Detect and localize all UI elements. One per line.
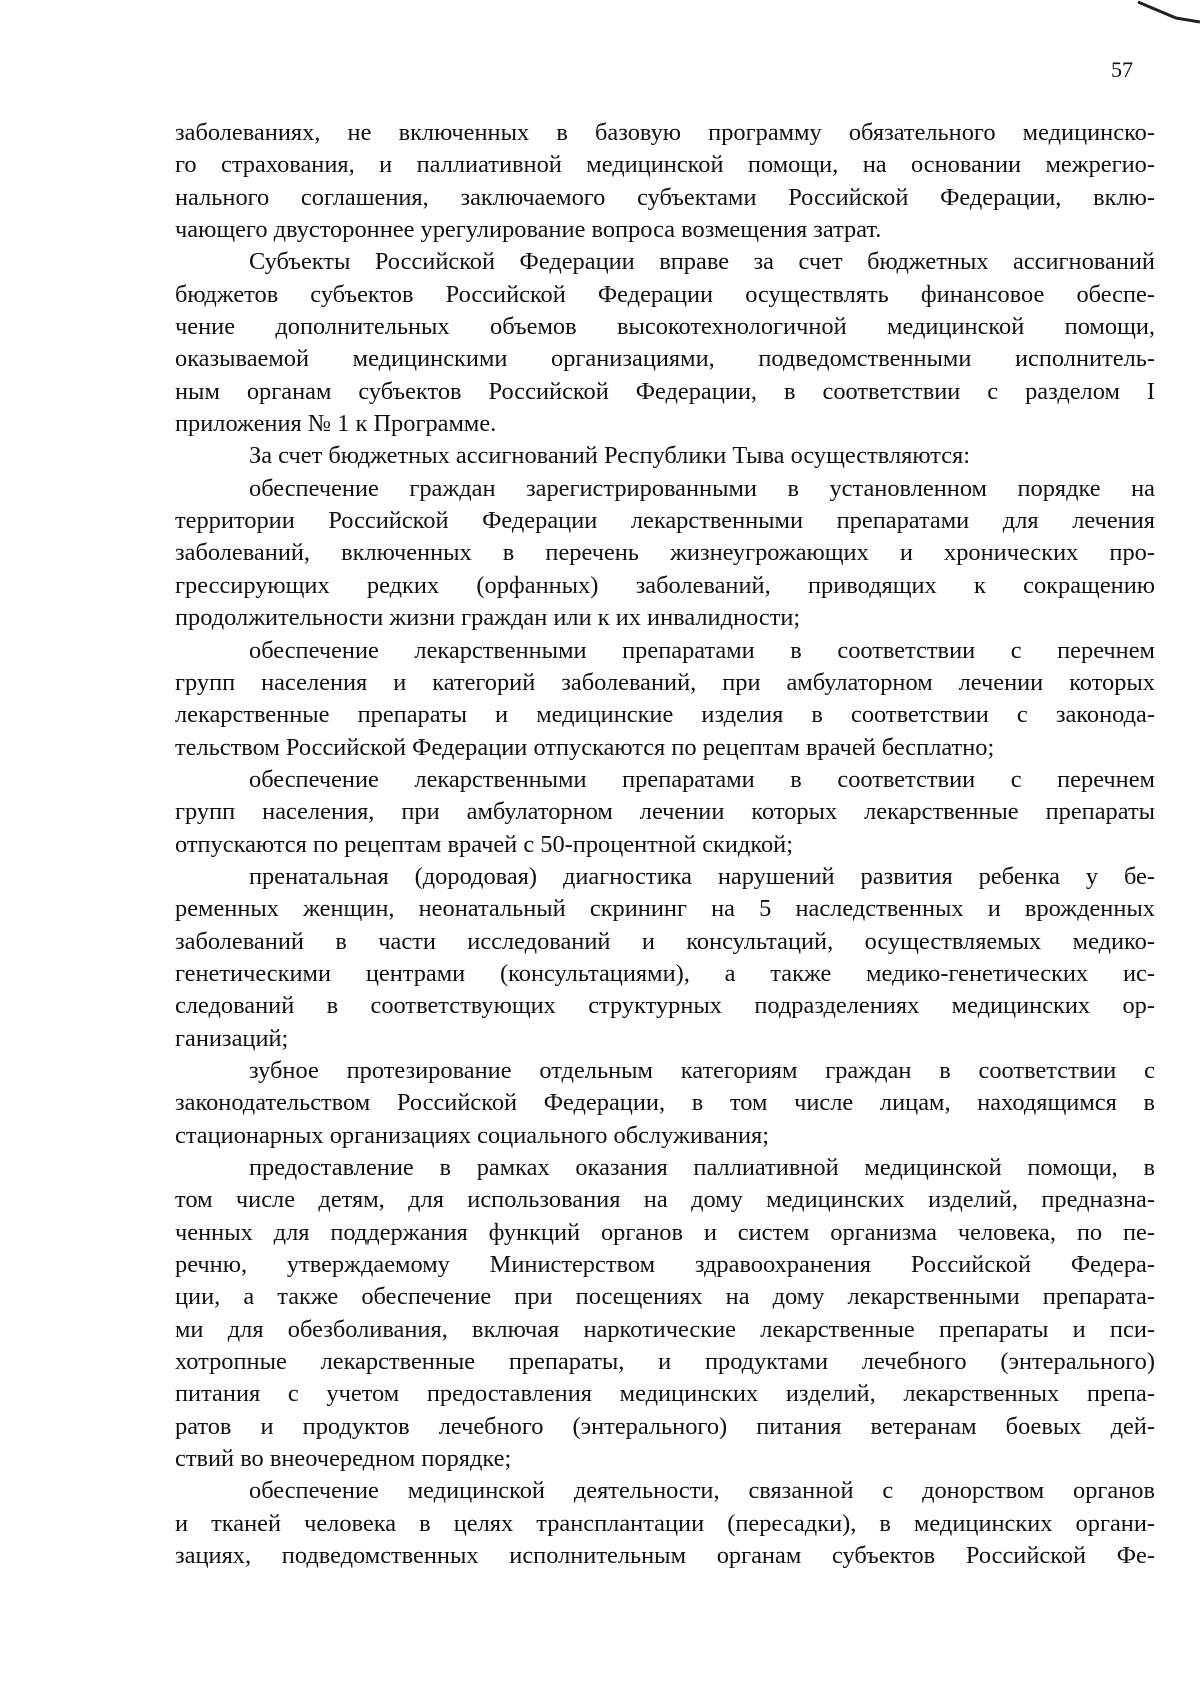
text-line: тельством Российской Федерации отпускаются по рецептам врачей бесплатно; [175,733,995,761]
text-line: зациях, подведомственных исполнительным органам субъектов Российской Фе- [175,1542,1155,1570]
text-line: ции, а также обеспечение при посещениях на дому лекарственными препарата- [175,1283,1155,1311]
text-line: речню, утверждаемому Министерством здравоохранения Российской Федера- [175,1251,1155,1279]
text-line: чение дополнительных объемов высокотехнологичной медицинской помощи, [175,313,1155,341]
text-line: стационарных организациях социального обслуживания; [175,1121,770,1149]
text-line: приложения № 1 к Программе. [175,410,497,438]
text-line: хотропные лекарственные препараты, и продуктами лечебного (энтерального) [175,1348,1155,1376]
text-line: отпускаются по рецептам врачей с 50-процентной скидкой; [175,830,793,858]
text-line: Субъекты Российской Федерации вправе за счет бюджетных ассигнований [249,248,1155,276]
document-body [175,117,1155,1572]
text-line: ратов и продуктов лечебного (энтерального) питания ветеранам боевых дей- [175,1412,1155,1440]
text-line: ным органам субъектов Российской Федерации, в соответствии с разделом I [175,377,1155,405]
text-line: питания с учетом предоставления медицинских изделий, лекарственных препа- [175,1380,1155,1408]
scan-edge-mark [1136,0,1200,30]
text-line: законодательством Российской Федерации, в том числе лицам, находящимся в [175,1089,1155,1117]
text-line: бюджетов субъектов Российской Федерации осуществлять финансовое обеспе- [175,280,1155,308]
text-line: ганизаций; [175,1024,289,1052]
text-line: групп населения, при амбулаторном лечении которых лекарственные препараты [175,798,1155,826]
page-number: 57 [1111,57,1133,82]
text-line: и тканей человека в целях трансплантации (пересадки), в медицинских органи- [175,1509,1155,1537]
text-line: заболеваний в части исследований и консультаций, осуществляемых медико- [175,927,1155,955]
text-line: пренатальная (дородовая) диагностика нарушений развития ребенка у бе- [249,862,1155,890]
text-line: оказываемой медицинскими организациями, подведомственными исполнитель- [175,345,1155,373]
text-line: следований в соответствующих структурных подразделениях медицинских ор- [175,992,1155,1020]
text-line: заболеваний, включенных в перечень жизнеугрожающих и хронических про- [175,539,1155,567]
text-line: грессирующих редких (орфанных) заболеваний, приводящих к сокращению [175,571,1155,599]
text-line: обеспечение лекарственными препаратами в соответствии с перечнем [249,636,1155,664]
text-line: предоставление в рамках оказания паллиативной медицинской помощи, в [249,1154,1155,1181]
text-line: территории Российской Федерации лекарственными препаратами для лечения [175,507,1155,535]
text-line: зубное протезирование отдельным категориям граждан в соответствии с [249,1056,1155,1084]
text-line: продолжительности жизни граждан или к их инвалидности; [175,604,801,632]
text-line: лекарственные препараты и медицинские изделия в соответствии с законода- [175,701,1155,729]
text-line: обеспечение граждан зарегистрированными в установленном порядке на [249,474,1155,502]
text-line: го страхования, и паллиативной медицинской помощи, на основании межрегио- [175,151,1155,179]
text-line: нального соглашения, заключаемого субъектами Российской Федерации, вклю- [175,183,1155,211]
text-line: ременных женщин, неонатальный скрининг на 5 наследственных и врожденных [175,895,1155,923]
text-line: групп населения и категорий заболеваний, при амбулаторном лечении которых [175,668,1155,696]
text-line: заболеваниях, не включенных в базовую программу обязательного медицинско- [175,119,1155,146]
text-line: ченных для поддержания функций органов и систем организма человека, по пе- [175,1218,1155,1246]
text-line: чающего двустороннее урегулирование вопроса возмещения затрат. [175,216,882,244]
text-line: ствий во внеочередном порядке; [175,1445,512,1473]
text-line: обеспечение медицинской деятельности, связанной с донорством органов [249,1477,1155,1505]
text-line: генетическими центрами (консультациями), а также медико-генетических ис- [175,959,1155,987]
text-line: ми для обезболивания, включая наркотические лекарственные препараты и пси- [175,1315,1155,1343]
text-line: За счет бюджетных ассигнований Республики Тыва осуществляются: [249,442,971,470]
text-line: том числе детям, для использования на дому медицинских изделий, предназна- [175,1186,1155,1214]
text-line: обеспечение лекарственными препаратами в соответствии с перечнем [249,765,1155,793]
